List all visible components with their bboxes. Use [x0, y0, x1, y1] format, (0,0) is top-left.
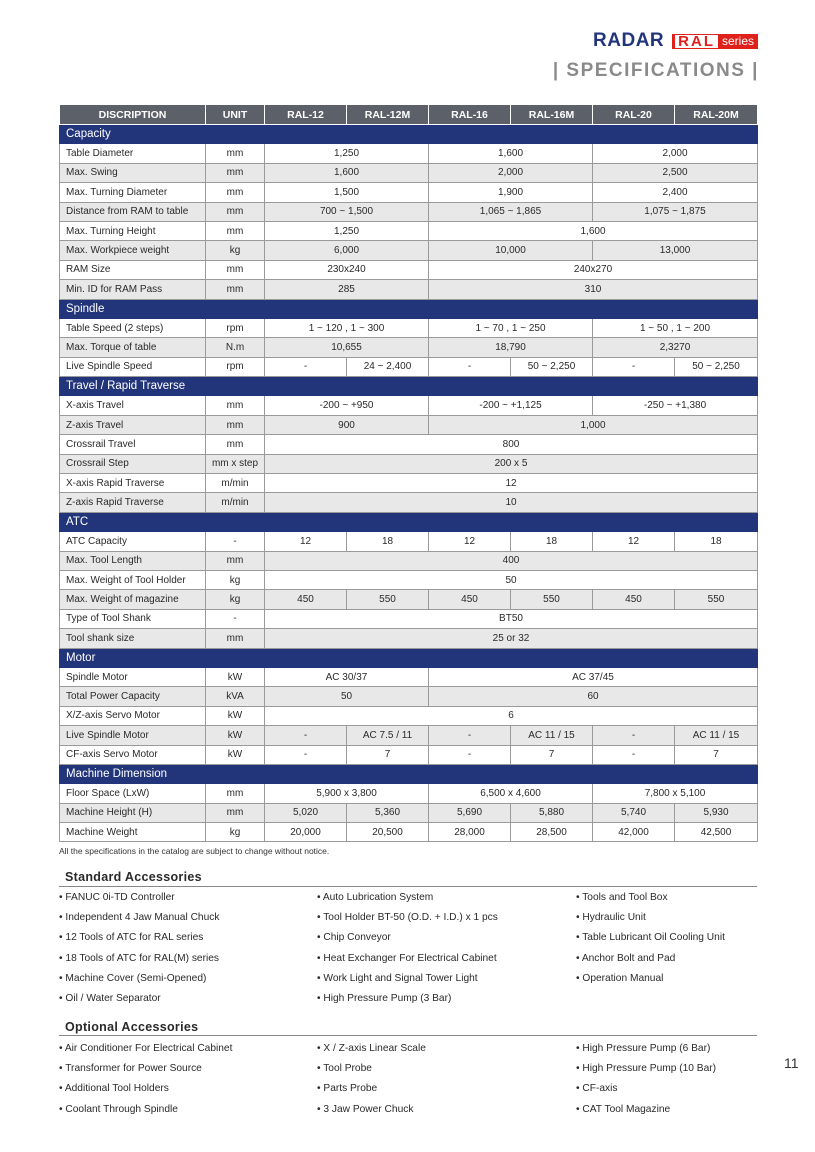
spec-value: 18	[347, 532, 429, 551]
table-row	[60, 454, 758, 473]
spec-label: X-axis Rapid Traverse	[60, 474, 206, 493]
spec-value: AC 37/45	[429, 667, 758, 686]
spec-value: 5,900 x 3,800	[265, 784, 429, 803]
specifications-table	[59, 104, 758, 842]
spec-value: 5,020	[265, 803, 347, 822]
table-row	[60, 202, 758, 221]
spec-unit: -	[206, 609, 265, 628]
spec-unit: kg	[206, 823, 265, 842]
spec-label: Floor Space (LxW)	[60, 784, 206, 803]
spec-unit: m/min	[206, 474, 265, 493]
spec-value: 310	[429, 280, 758, 299]
spec-value: 550	[347, 590, 429, 609]
disclaimer-note: All the specifications in the catalog are subject to change without notice.	[59, 846, 330, 856]
spec-value: 700 ~ 1,500	[265, 202, 429, 221]
list-item: • Oil / Water Separator	[59, 992, 161, 1004]
brand-logo	[593, 31, 758, 51]
spec-label: Tool shank size	[60, 629, 206, 648]
spec-unit: mm	[206, 260, 265, 279]
spec-unit: mm	[206, 221, 265, 240]
spec-value: 10	[265, 493, 758, 512]
list-item: • FANUC 0i-TD Controller	[59, 892, 175, 903]
spec-value: 800	[265, 435, 758, 454]
list-item: • 12 Tools of ATC for RAL series	[59, 932, 204, 944]
table-row	[60, 570, 758, 589]
column-header: DISCRIPTION	[60, 105, 206, 125]
spec-value: 10,000	[429, 241, 593, 260]
spec-value: 18	[675, 532, 758, 551]
spec-value: 6,500 x 4,600	[429, 784, 593, 803]
spec-label: Live Spindle Speed	[60, 357, 206, 376]
spec-label: Distance from RAM to table	[60, 202, 206, 221]
spec-value: 2,400	[593, 183, 758, 202]
spec-value: 450	[429, 590, 511, 609]
spec-value: 1,600	[429, 144, 593, 163]
table-row	[60, 745, 758, 764]
list-item: • Hydraulic Unit	[576, 912, 646, 924]
section-header-row	[60, 299, 758, 318]
divider	[59, 1035, 757, 1036]
spec-value: -	[593, 357, 675, 376]
spec-value: 285	[265, 280, 429, 299]
list-item: • Work Light and Signal Tower Light	[317, 972, 478, 984]
spec-value: 240x270	[429, 260, 758, 279]
spec-value: 25 or 32	[265, 629, 758, 648]
table-row	[60, 823, 758, 842]
spec-value: -200 ~ +950	[265, 396, 429, 415]
standard-accessories-list	[59, 888, 759, 1009]
column-header: RAL-16	[429, 105, 511, 125]
spec-value: 450	[593, 590, 675, 609]
spec-value: 28,500	[511, 823, 593, 842]
list-item: • Tool Holder BT-50 (O.D. + I.D.) x 1 pcs	[317, 912, 498, 924]
list-item: • Tool Probe	[317, 1063, 372, 1075]
table-row	[60, 183, 758, 202]
spec-unit: mm	[206, 280, 265, 299]
spec-value: 50 ~ 2,250	[511, 357, 593, 376]
spec-value: AC 7.5 / 11	[347, 726, 429, 745]
spec-unit: rpm	[206, 357, 265, 376]
spec-value: 5,360	[347, 803, 429, 822]
spec-unit: mm	[206, 415, 265, 434]
spec-unit: mm	[206, 803, 265, 822]
spec-value: 1,250	[265, 221, 429, 240]
spec-value: 450	[265, 590, 347, 609]
list-item: • Auto Lubrication System	[317, 892, 434, 903]
spec-label: Machine Height (H)	[60, 803, 206, 822]
spec-value: 7	[511, 745, 593, 764]
list-item: • Coolant Through Spindle	[59, 1103, 178, 1115]
spec-label: Max. Tool Length	[60, 551, 206, 570]
column-header: RAL-16M	[511, 105, 593, 125]
spec-value: 20,000	[265, 823, 347, 842]
spec-value: 200 x 5	[265, 454, 758, 473]
spec-value: 550	[675, 590, 758, 609]
spec-unit: kW	[206, 706, 265, 725]
list-item: • Additional Tool Holders	[59, 1083, 169, 1095]
spec-label: Max. Turning Diameter	[60, 183, 206, 202]
spec-value: -	[265, 357, 347, 376]
section-title: Travel / Rapid Traverse	[60, 377, 758, 396]
spec-value: 6,000	[265, 241, 429, 260]
spec-label: Total Power Capacity	[60, 687, 206, 706]
spec-unit: mm	[206, 183, 265, 202]
spec-unit: mm	[206, 784, 265, 803]
section-title: Motor	[60, 648, 758, 667]
spec-value: -250 ~ +1,380	[593, 396, 758, 415]
spec-value: 42,000	[593, 823, 675, 842]
series-suffix: series	[721, 34, 754, 48]
column-header: RAL-12	[265, 105, 347, 125]
spec-value: 1,250	[265, 144, 429, 163]
spec-value: 50 ~ 2,250	[675, 357, 758, 376]
spec-unit: N.m	[206, 338, 265, 357]
spec-value: 18,790	[429, 338, 593, 357]
spec-value: -	[265, 726, 347, 745]
list-item: • Independent 4 Jaw Manual Chuck	[59, 912, 220, 924]
list-item: • Tools and Tool Box	[576, 892, 668, 903]
list-item	[576, 989, 759, 1009]
spec-value: 12	[265, 532, 347, 551]
spec-label: Table Diameter	[60, 144, 206, 163]
table-row	[60, 435, 758, 454]
section-header-row	[60, 512, 758, 531]
list-item: • Heat Exchanger For Electrical Cabinet	[317, 952, 497, 964]
section-header-row	[60, 377, 758, 396]
section-title: Capacity	[60, 125, 758, 144]
table-row	[60, 532, 758, 551]
spec-value: 1,600	[265, 163, 429, 182]
section-header-row	[60, 648, 758, 667]
column-header: UNIT	[206, 105, 265, 125]
spec-value: 42,500	[675, 823, 758, 842]
spec-unit: mm	[206, 144, 265, 163]
table-row	[60, 260, 758, 279]
spec-value: AC 11 / 15	[675, 726, 758, 745]
spec-label: Crossrail Step	[60, 454, 206, 473]
section-title: ATC	[60, 512, 758, 531]
spec-value: 1 ~ 70 , 1 ~ 250	[429, 318, 593, 337]
table-row	[60, 590, 758, 609]
spec-value: 10,655	[265, 338, 429, 357]
table-row	[60, 241, 758, 260]
spec-value: 1 ~ 120 , 1 ~ 300	[265, 318, 429, 337]
list-item: • High Pressure Pump (6 Bar)	[576, 1043, 711, 1054]
spec-value: 7	[675, 745, 758, 764]
spec-value: 12	[593, 532, 675, 551]
spec-label: Max. Turning Height	[60, 221, 206, 240]
spec-value: -	[593, 745, 675, 764]
spec-value: AC 11 / 15	[511, 726, 593, 745]
spec-label: Max. Weight of Tool Holder	[60, 570, 206, 589]
table-row	[60, 338, 758, 357]
spec-label: Live Spindle Motor	[60, 726, 206, 745]
list-item: • 3 Jaw Power Chuck	[317, 1103, 414, 1115]
list-item: • 18 Tools of ATC for RAL(M) series	[59, 952, 220, 964]
spec-unit: mm	[206, 396, 265, 415]
spec-value: 50	[265, 570, 758, 589]
table-row	[60, 706, 758, 725]
spec-label: Machine Weight	[60, 823, 206, 842]
spec-label: X-axis Travel	[60, 396, 206, 415]
spec-unit: kg	[206, 570, 265, 589]
list-item: • Operation Manual	[576, 972, 664, 984]
spec-value: -	[429, 726, 511, 745]
table-row	[60, 474, 758, 493]
table-row	[60, 221, 758, 240]
spec-unit: mm	[206, 163, 265, 182]
spec-value: 1,600	[429, 221, 758, 240]
divider	[59, 886, 757, 887]
spec-unit: mm	[206, 435, 265, 454]
spec-unit: kg	[206, 590, 265, 609]
table-row	[60, 551, 758, 570]
spec-unit: kg	[206, 241, 265, 260]
column-header: RAL-12M	[347, 105, 429, 125]
spec-value: 50	[265, 687, 429, 706]
spec-value: 1,065 ~ 1,865	[429, 202, 593, 221]
spec-unit: mm	[206, 629, 265, 648]
table-row	[60, 396, 758, 415]
spec-label: Type of Tool Shank	[60, 609, 206, 628]
spec-value: 1 ~ 50 , 1 ~ 200	[593, 318, 758, 337]
page-title: | SPECIFICATIONS |	[552, 60, 759, 81]
spec-value: 5,930	[675, 803, 758, 822]
list-item: • X / Z-axis Linear Scale	[317, 1043, 426, 1054]
spec-value: 550	[511, 590, 593, 609]
page-number: 11	[784, 1055, 799, 1071]
table-row	[60, 493, 758, 512]
series-badge	[672, 34, 758, 49]
spec-value: 13,000	[593, 241, 758, 260]
table-row	[60, 784, 758, 803]
spec-unit: kW	[206, 667, 265, 686]
spec-value: 28,000	[429, 823, 511, 842]
spec-label: Min. ID for RAM Pass	[60, 280, 206, 299]
spec-label: Crossrail Travel	[60, 435, 206, 454]
list-item: • Parts Probe	[317, 1083, 378, 1095]
spec-label: ATC Capacity	[60, 532, 206, 551]
table-row	[60, 144, 758, 163]
spec-value: AC 30/37	[265, 667, 429, 686]
spec-unit: mm x step	[206, 454, 265, 473]
spec-value: 5,690	[429, 803, 511, 822]
spec-value: -	[429, 357, 511, 376]
section-header-row	[60, 125, 758, 144]
list-item: • High Pressure Pump (10 Bar)	[576, 1063, 717, 1075]
spec-unit: mm	[206, 551, 265, 570]
table-row	[60, 609, 758, 628]
table-row	[60, 629, 758, 648]
spec-value: 2,500	[593, 163, 758, 182]
spec-unit: -	[206, 532, 265, 551]
spec-value: 12	[265, 474, 758, 493]
section-title: Machine Dimension	[60, 764, 758, 783]
spec-unit: mm	[206, 202, 265, 221]
spec-label: Max. Torque of table	[60, 338, 206, 357]
spec-value: 1,900	[429, 183, 593, 202]
spec-value: -	[429, 745, 511, 764]
list-item: • High Pressure Pump (3 Bar)	[317, 992, 452, 1004]
spec-label: RAM Size	[60, 260, 206, 279]
spec-label: Spindle Motor	[60, 667, 206, 686]
spec-value: -200 ~ +1,125	[429, 396, 593, 415]
list-item: • Machine Cover (Semi-Opened)	[59, 972, 207, 984]
list-item: • Air Conditioner For Electrical Cabinet	[59, 1043, 233, 1054]
spec-label: Max. Swing	[60, 163, 206, 182]
table-header-row	[60, 105, 758, 125]
spec-label: Max. Workpiece weight	[60, 241, 206, 260]
spec-value: 12	[429, 532, 511, 551]
optional-accessories-title: Optional Accessories	[65, 1020, 199, 1034]
list-item: • CF-axis	[576, 1083, 618, 1095]
table-row	[60, 357, 758, 376]
table-row	[60, 687, 758, 706]
table-row	[60, 280, 758, 299]
table-row	[60, 163, 758, 182]
spec-unit: m/min	[206, 493, 265, 512]
column-header: RAL-20	[593, 105, 675, 125]
spec-unit: rpm	[206, 318, 265, 337]
spec-value: 1,075 ~ 1,875	[593, 202, 758, 221]
spec-label: X/Z-axis Servo Motor	[60, 706, 206, 725]
spec-unit: kW	[206, 726, 265, 745]
spec-label: Z-axis Travel	[60, 415, 206, 434]
brand-name: RADAR	[593, 30, 665, 51]
spec-value: BT50	[265, 609, 758, 628]
spec-value: 24 ~ 2,400	[347, 357, 429, 376]
spec-value: 400	[265, 551, 758, 570]
spec-value: 2,3270	[593, 338, 758, 357]
section-title: Spindle	[60, 299, 758, 318]
spec-value: 5,880	[511, 803, 593, 822]
standard-accessories-title: Standard Accessories	[65, 870, 202, 884]
spec-value: 2,000	[429, 163, 593, 182]
optional-accessories-list	[59, 1039, 759, 1120]
spec-value: 1,500	[265, 183, 429, 202]
spec-value: 6	[265, 706, 758, 725]
list-item: • Chip Conveyor	[317, 932, 391, 944]
spec-label: Table Speed (2 steps)	[60, 318, 206, 337]
spec-value: 230x240	[265, 260, 429, 279]
spec-value: 2,000	[593, 144, 758, 163]
spec-unit: kW	[206, 745, 265, 764]
spec-value: 1,000	[429, 415, 758, 434]
spec-value: 900	[265, 415, 429, 434]
spec-value: 20,500	[347, 823, 429, 842]
table-row	[60, 415, 758, 434]
spec-value: 18	[511, 532, 593, 551]
spec-label: Max. Weight of magazine	[60, 590, 206, 609]
list-item: • Table Lubricant Oil Cooling Unit	[576, 932, 725, 944]
list-item: • CAT Tool Magazine	[576, 1103, 671, 1115]
spec-label: Z-axis Rapid Traverse	[60, 493, 206, 512]
column-header: RAL-20M	[675, 105, 758, 125]
spec-value: 7,800 x 5,100	[593, 784, 758, 803]
spec-value: 60	[429, 687, 758, 706]
spec-value: -	[265, 745, 347, 764]
series-code: RAL	[675, 35, 718, 48]
list-item: • Anchor Bolt and Pad	[576, 952, 676, 964]
table-row	[60, 318, 758, 337]
table-row	[60, 726, 758, 745]
table-row	[60, 803, 758, 822]
list-item: • Transformer for Power Source	[59, 1063, 202, 1075]
spec-value: 5,740	[593, 803, 675, 822]
section-header-row	[60, 764, 758, 783]
table-row	[60, 667, 758, 686]
spec-label: CF-axis Servo Motor	[60, 745, 206, 764]
spec-value: -	[593, 726, 675, 745]
spec-unit: kVA	[206, 687, 265, 706]
spec-value: 7	[347, 745, 429, 764]
